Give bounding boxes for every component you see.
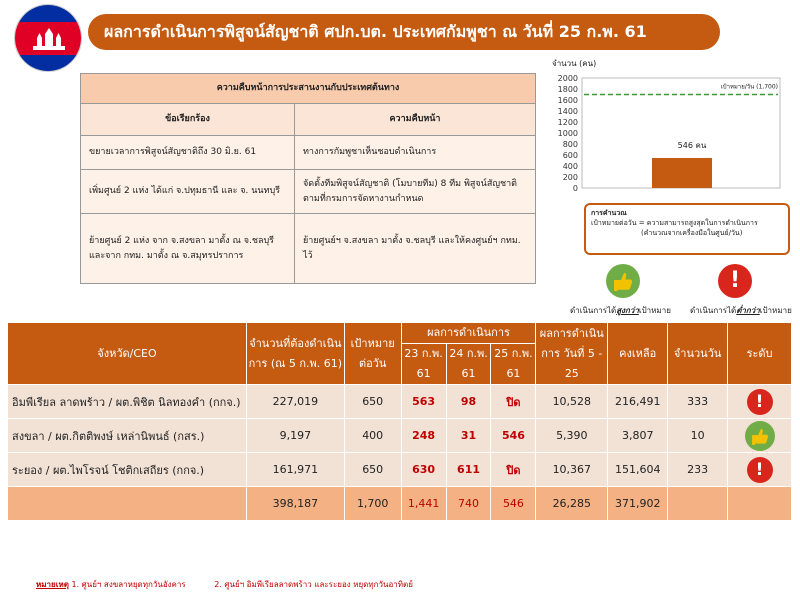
cumulative-cell: 26,285 xyxy=(536,487,608,521)
cumulative-cell: 5,390 xyxy=(536,419,608,453)
total-label-cell xyxy=(8,487,247,521)
table-row xyxy=(8,419,792,453)
d25-cell: ปิด xyxy=(491,453,536,487)
label-text: ดำเนินการได้ xyxy=(570,306,617,315)
progress-table-caption: ความคืบหน้าการประสานงานกับประเทศต้นทาง xyxy=(81,74,536,104)
d23-cell: 1,441 xyxy=(401,487,446,521)
d23-cell: 248 xyxy=(401,419,446,453)
target-bar-chart xyxy=(540,56,790,196)
y-tick-label: 400 xyxy=(562,162,578,171)
footnote-note: 2. ศูนย์ฯ อิมพีเรียลลาดพร้าว และระยอง หยุดทุกวันอาทิตย์ xyxy=(214,580,413,589)
cumulative-cell: 10,528 xyxy=(536,385,608,419)
exclamation-icon xyxy=(718,264,752,298)
left-cell: 151,604 xyxy=(608,453,668,487)
results-table xyxy=(7,322,792,521)
above-target-label xyxy=(570,304,671,317)
d24-cell: 31 xyxy=(446,419,491,453)
y-tick-label: 200 xyxy=(562,173,578,182)
label-emphasis: ต่ำกว่า xyxy=(736,306,760,315)
days-cell xyxy=(668,487,728,521)
label-text: ดำเนินการได้ xyxy=(690,306,737,315)
col-province: จังหวัด/CEO xyxy=(8,323,247,385)
d24-cell: 611 xyxy=(446,453,491,487)
legend-title: การคำนวณ xyxy=(591,209,627,217)
progress-table xyxy=(80,73,536,284)
total-cell: 398,187 xyxy=(246,487,344,521)
label-text: เป้าหมาย xyxy=(759,306,792,315)
footnote-label: หมายเหตุ xyxy=(36,580,69,589)
y-tick-label: 2000 xyxy=(557,74,578,83)
table-row xyxy=(8,385,792,419)
col-results: ผลการดำเนินการ xyxy=(401,323,536,344)
y-tick-label: 1000 xyxy=(557,129,578,138)
d25-cell: ปิด xyxy=(491,385,536,419)
target-label: เป้าหมาย/วัน (1,700) xyxy=(720,83,778,91)
legend-line: เป้าหมายต่อวัน = ความสามารถสูงสุดในการดำเนินการ xyxy=(591,219,758,227)
bar-data-label: 546 คน xyxy=(677,140,707,150)
total-row xyxy=(8,487,792,521)
table-row xyxy=(8,453,792,487)
total-cell: 161,971 xyxy=(246,453,344,487)
col-cumulative: ผลการดำเนินการ วันที่ 5 - 25 xyxy=(536,323,608,385)
col-remaining-total: จำนวนที่ต้องดำเนินการ (ณ 5 ก.พ. 61) xyxy=(246,323,344,385)
request-cell: ขยายเวลาการพิสูจน์สัญชาติถึง 30 มิ.ย. 61 xyxy=(81,136,295,170)
d24-cell: 740 xyxy=(446,487,491,521)
footnote-note: 1. ศูนย์ฯ สงขลาหยุดทุกวันอังคาร xyxy=(71,580,186,589)
y-tick-label: 0 xyxy=(572,184,578,193)
progress-cell: ย้ายศูนย์ฯ จ.สงขลา มาตั้ง จ.ชลบุรี และให้คงศูนย์ฯ กทม. ไว้ xyxy=(295,214,536,284)
status-cell xyxy=(728,419,792,453)
chart-title: จำนวน (คน) xyxy=(552,59,597,68)
d24-cell: 98 xyxy=(446,385,491,419)
status-cell xyxy=(728,385,792,419)
d25-cell: 546 xyxy=(491,487,536,521)
request-cell: เพิ่มศูนย์ 2 แห่ง ได้แก่ จ.ปทุมธานี และ จ. นนทบุรี xyxy=(81,170,295,214)
calculation-legend xyxy=(584,203,790,255)
page-title: ผลการดำเนินการพิสูจน์สัญชาติ ศปก.บต. ประเทศกัมพูชา ณ วันที่ 25 ก.พ. 61 xyxy=(88,14,720,50)
target-cell: 650 xyxy=(344,453,401,487)
status-cell xyxy=(728,487,792,521)
d23-cell: 563 xyxy=(401,385,446,419)
y-tick-label: 800 xyxy=(562,140,578,149)
cambodia-flag-icon xyxy=(14,4,82,72)
days-cell: 333 xyxy=(668,385,728,419)
thumbs-up-icon xyxy=(606,264,640,298)
d25-cell: 546 xyxy=(491,419,536,453)
target-cell: 1,700 xyxy=(344,487,401,521)
total-cell: 227,019 xyxy=(246,385,344,419)
col-d24: 24 ก.พ. 61 xyxy=(446,344,491,385)
request-cell: ย้ายศูนย์ 2 แห่ง จาก จ.สงขลา มาตั้ง ณ จ.ชลบุรี และจาก กทม. มาตั้ง ณ จ.สมุทรปราการ xyxy=(81,214,295,284)
label-text: เป้าหมาย xyxy=(638,306,671,315)
total-cell: 9,197 xyxy=(246,419,344,453)
target-cell: 400 xyxy=(344,419,401,453)
col-progress: ความคืบหน้า xyxy=(295,104,536,136)
progress-cell: ทางการกัมพูชาเห็นชอบดำเนินการ xyxy=(295,136,536,170)
label-emphasis: สูงกว่า xyxy=(616,306,639,315)
cumulative-cell: 10,367 xyxy=(536,453,608,487)
status-cell xyxy=(728,453,792,487)
col-target: เป้าหมายต่อวัน xyxy=(344,323,401,385)
y-tick-label: 1200 xyxy=(557,118,578,127)
bar xyxy=(652,158,712,188)
col-request: ข้อเรียกร้อง xyxy=(81,104,295,136)
y-tick-label: 1600 xyxy=(557,96,578,105)
col-d25: 25 ก.พ. 61 xyxy=(491,344,536,385)
footnote xyxy=(36,578,413,591)
legend-line: (คำนวณจากเครื่องมือในศูนย์/วัน) xyxy=(641,229,743,237)
province-cell: อิมพีเรียล ลาดพร้าว / ผต.พิชิต นิลทองคำ (กกจ.) xyxy=(8,385,247,419)
d23-cell: 630 xyxy=(401,453,446,487)
below-target-label xyxy=(690,304,792,317)
left-cell: 216,491 xyxy=(608,385,668,419)
col-status: ระดับ xyxy=(728,323,792,385)
left-cell: 3,807 xyxy=(608,419,668,453)
days-cell: 10 xyxy=(668,419,728,453)
col-d23: 23 ก.พ. 61 xyxy=(401,344,446,385)
col-days: จำนวนวัน xyxy=(668,323,728,385)
left-cell: 371,902 xyxy=(608,487,668,521)
province-cell: สงขลา / ผต.กิตติพงษ์ เหล่านิพนธ์ (กสร.) xyxy=(8,419,247,453)
col-left: คงเหลือ xyxy=(608,323,668,385)
y-tick-label: 1800 xyxy=(557,85,578,94)
province-cell: ระยอง / ผต.ไพโรจน์ โชติกเสถียร (กกจ.) xyxy=(8,453,247,487)
days-cell: 233 xyxy=(668,453,728,487)
y-tick-label: 1400 xyxy=(557,107,578,116)
exclamation-icon: ! xyxy=(747,457,773,483)
y-tick-label: 600 xyxy=(562,151,578,160)
progress-cell: จัดตั้งทีมพิสูจน์สัญชาติ (โมบายทีม) 8 ทีม พิสูจน์สัญชาติตามที่กรมการจัดหางานกำหนด xyxy=(295,170,536,214)
exclamation-mark: ! xyxy=(729,268,741,293)
thumbs-up-icon xyxy=(745,421,775,451)
exclamation-icon: ! xyxy=(747,389,773,415)
target-cell: 650 xyxy=(344,385,401,419)
